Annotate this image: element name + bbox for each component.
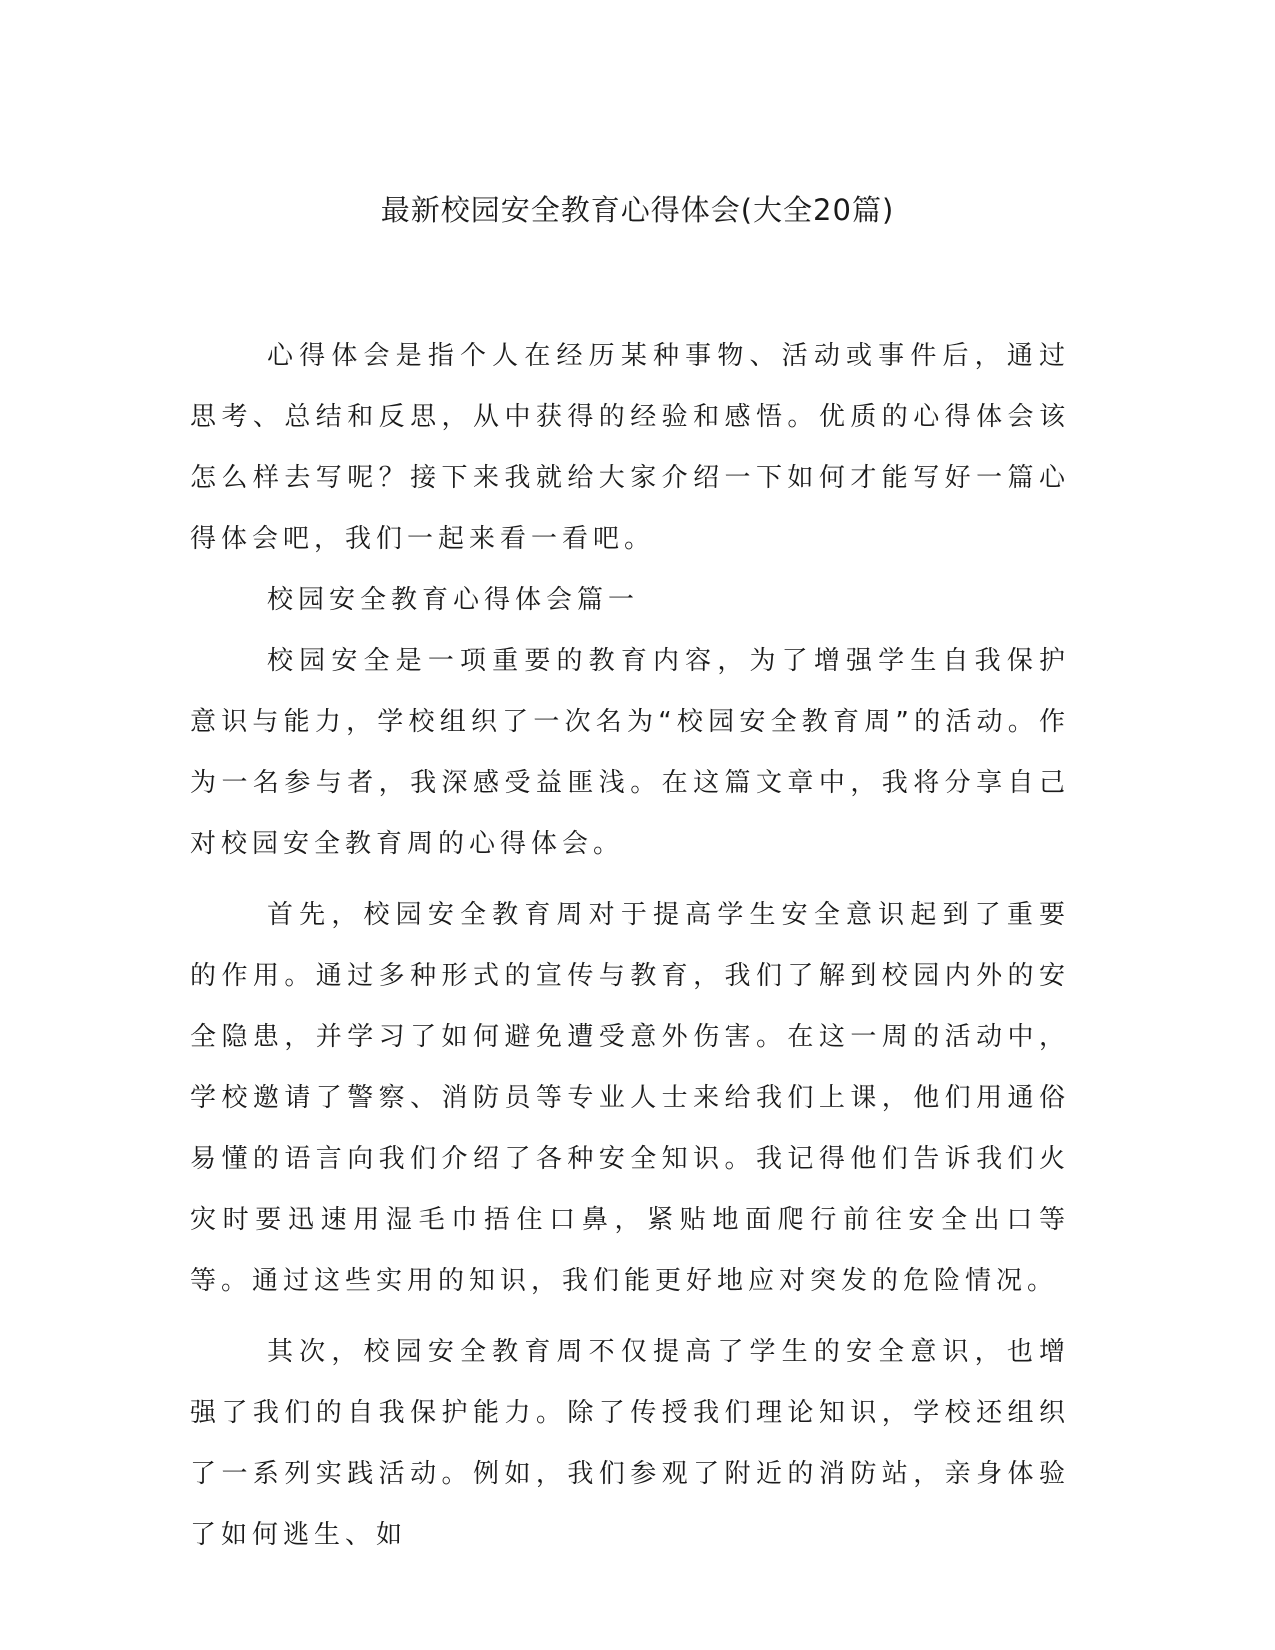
body-paragraph: 校园安全是一项重要的教育内容，为了增强学生自我保护意识与能力，学校组织了一次名为“校园安全教育周”的活动。作为一名参与者，我深感受益匪浅。在这篇文章中，我将分享自己对校园安全教育周的心得体会。 [190,646,1070,859]
document-body [190,326,1070,1566]
body-paragraph: 首先，校园安全教育周对于提高学生安全意识起到了重要的作用。通过多种形式的宣传与教育，我们了解到校园内外的安全隐患，并学习了如何避免遭受意外伤害。在这一周的活动中，学校邀请了警察、消防员等专业人士来给我们上课，他们用通俗易懂的语言向我们介绍了各种安全知识。我记得他们告诉我们火灾时要迅速用湿毛巾捂住口鼻，紧贴地面爬行前往安全出口等等。通过这些实用的知识，我们能更好地应对突发的危险情况。 [190,900,1070,1296]
intro-paragraph: 心得体会是指个人在经历某种事物、活动或事件后，通过思考、总结和反思，从中获得的经验和感悟。优质的心得体会该怎么样去写呢？接下来我就给大家介绍一下如何才能写好一篇心得体会吧，我们一起来看一看吧。 [190,341,1070,554]
section-heading: 校园安全教育心得体会篇一 [267,585,640,615]
document-title: 最新校园安全教育心得体会(大全20篇) [380,193,895,227]
body-paragraph: 其次，校园安全教育周不仅提高了学生的安全意识，也增强了我们的自我保护能力。除了传授我们理论知识，学校还组织了一系列实践活动。例如，我们参观了附近的消防站，亲身体验了如何逃生、如 [190,1337,1070,1550]
